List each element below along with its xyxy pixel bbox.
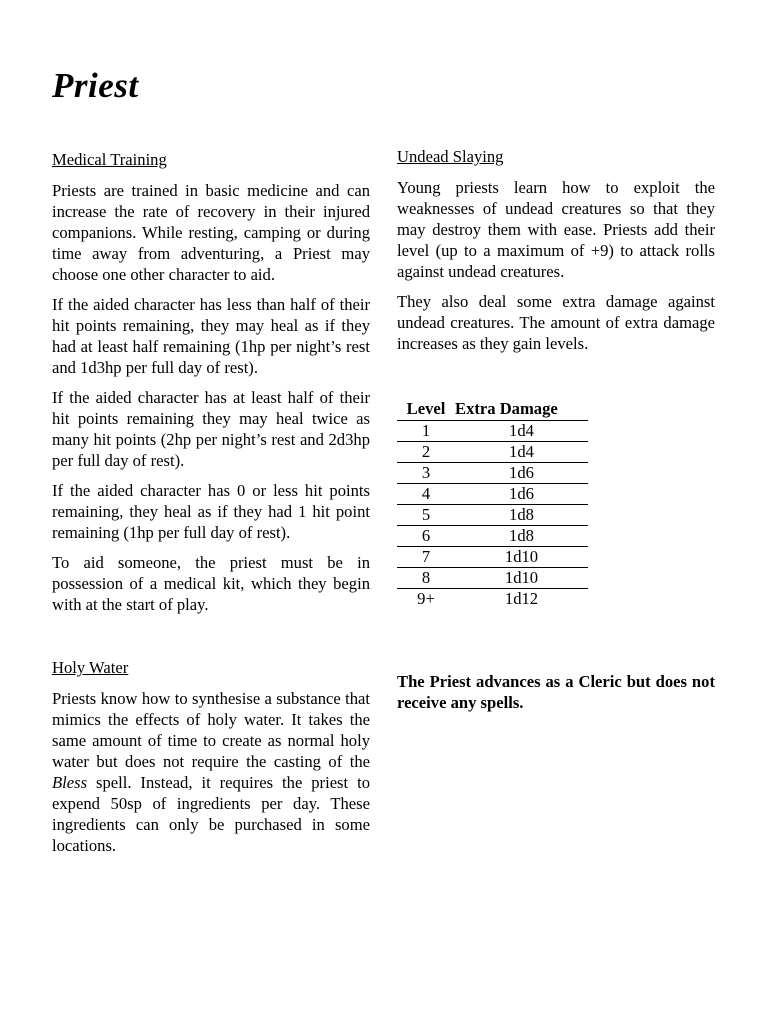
table-row — [397, 463, 588, 484]
level-cell: 4 — [397, 484, 455, 505]
note-spacer — [397, 609, 715, 671]
bless-spell-name: Bless — [52, 773, 88, 792]
table-row — [397, 505, 588, 526]
medical-paragraph-2: If the aided character has less than half of their hit points remaining, they may heal as if they had at least half remaining (1hp per night’s rest and 1d3hp per full day of rest). — [52, 295, 370, 377]
table-row — [397, 484, 588, 505]
table-row — [397, 568, 588, 589]
page-title: Priest — [52, 66, 139, 105]
undead-slaying-heading: Undead Slaying — [397, 147, 504, 166]
level-cell: 6 — [397, 526, 455, 547]
medical-paragraph-4: If the aided character has 0 or less hit points remaining, they heal as if they had 1 hit point remaining (1hp per full day of rest). — [52, 481, 370, 542]
extra-damage-cell: 1d10 — [455, 547, 588, 568]
right-column — [397, 146, 715, 713]
level-cell: 1 — [397, 421, 455, 442]
extra-damage-cell: 1d4 — [455, 421, 588, 442]
extra-damage-cell: 1d8 — [455, 526, 588, 547]
extra-damage-cell: 1d10 — [455, 568, 588, 589]
level-cell: 2 — [397, 442, 455, 463]
medical-paragraph-1: Priests are trained in basic medicine and can increase the rate of recovery in their injured companions. While resting, camping or during time away from adventuring, a Priest may choose one other character to aid. — [52, 181, 370, 284]
holy-water-text-a: Priests know how to synthesise a substance that mimics the effects of holy water. It takes the same amount of time to create as normal holy water but does not require the casting of the — [52, 689, 370, 771]
undead-paragraph-2: They also deal some extra damage against undead creatures. The amount of extra damage increases as they gain levels. — [397, 292, 715, 353]
advancement-note: The Priest advances as a Cleric but does not receive any spells. — [397, 672, 715, 712]
table-row — [397, 442, 588, 463]
level-cell: 3 — [397, 463, 455, 484]
medical-training-heading: Medical Training — [52, 150, 167, 169]
section-spacer — [52, 624, 370, 657]
extra-damage-cell: 1d6 — [455, 463, 588, 484]
table-body — [397, 421, 588, 610]
extra-damage-cell: 1d8 — [455, 505, 588, 526]
table-row — [397, 526, 588, 547]
level-cell: 7 — [397, 547, 455, 568]
holy-water-text-b: spell. Instead, it requires the priest to expend 50sp of ingredients per day. These ingredients can only be purchased in some locations. — [52, 773, 370, 855]
undead-paragraph-1: Young priests learn how to exploit the weaknesses of undead creatures so that they may destroy them with ease. Priests add their level (up to a maximum of +9) to attack rolls against undead creatures. — [397, 178, 715, 281]
extra-damage-cell: 1d6 — [455, 484, 588, 505]
level-column-header: Level — [397, 397, 455, 421]
table-row — [397, 547, 588, 568]
table-header-row — [397, 397, 588, 421]
table-row — [397, 421, 588, 442]
level-cell: 5 — [397, 505, 455, 526]
table-spacer — [397, 363, 715, 397]
extra-damage-cell: 1d12 — [504, 589, 539, 608]
left-column — [52, 149, 370, 865]
medical-paragraph-3: If the aided character has at least half of their hit points remaining they may heal twice as many hit points (2hp per night’s rest and 2d3hp per full day of rest). — [52, 388, 370, 470]
extra-damage-table — [397, 397, 588, 609]
holy-water-heading: Holy Water — [52, 658, 129, 677]
extra-damage-cell: 1d4 — [455, 442, 588, 463]
holy-water-paragraph — [52, 688, 370, 856]
table-row — [397, 589, 588, 610]
level-cell: 8 — [397, 568, 455, 589]
level-cell: 9+ — [417, 589, 435, 608]
medical-paragraph-5: To aid someone, the priest must be in possession of a medical kit, which they begin with at the start of play. — [52, 553, 370, 614]
extra-damage-column-header: Extra Damage — [455, 397, 588, 421]
